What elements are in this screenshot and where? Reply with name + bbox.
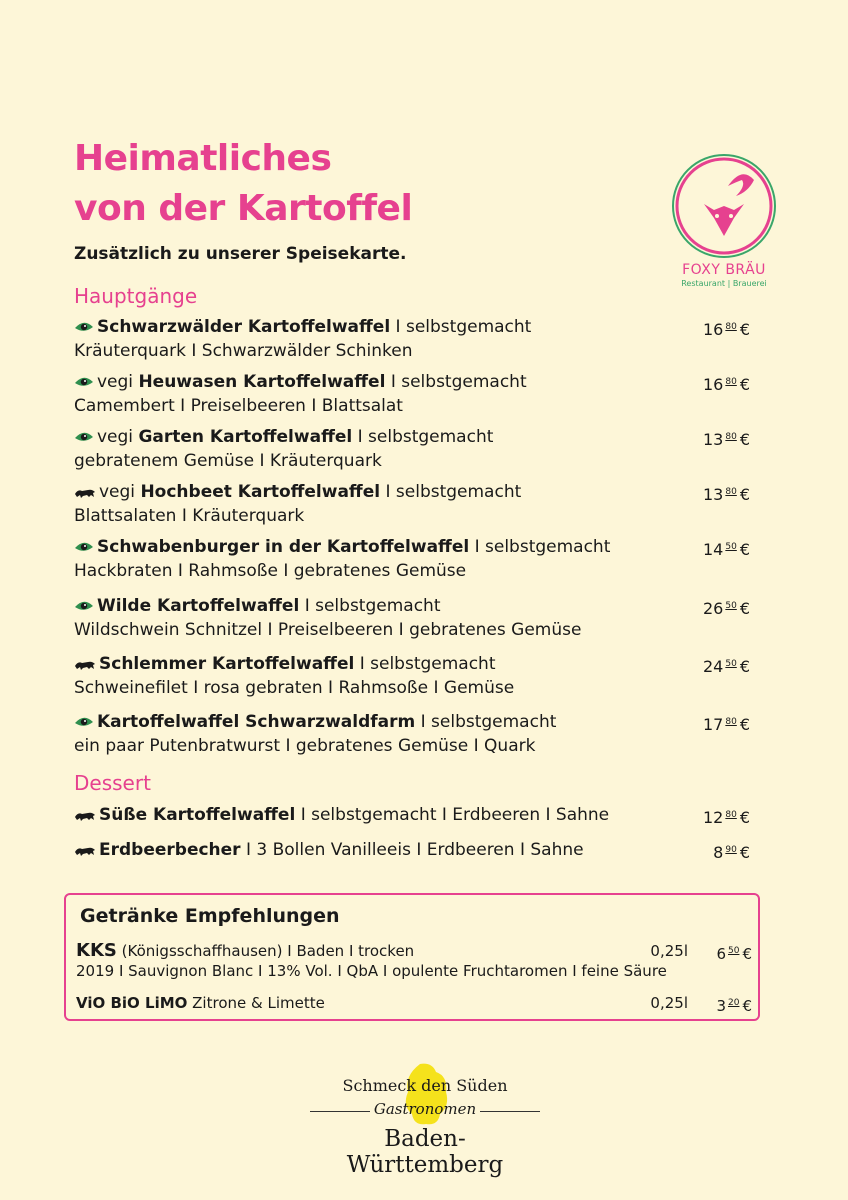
lion-icon [74,845,96,857]
menu-item-details: ein paar Putenbratwurst I gebratenes Gemüse I Quark [74,736,536,756]
logo-name: FOXY BRÄU [682,262,766,278]
menu-item-details: Hackbraten I Rahmsoße I gebratenes Gemüse [74,561,467,581]
map-blob-icon [402,1062,450,1128]
menu-item [74,480,750,528]
price-euros: 13 [703,430,724,449]
price-euros: 14 [703,540,724,559]
menu-item-name: Heuwasen Kartoffelwaffel [138,372,386,392]
eye-icon [74,540,94,554]
section-heading-dessert: Dessert [74,771,151,795]
menu-item-note: I selbstgemacht [299,596,441,616]
eye-icon [74,715,94,729]
menu-item-title-line [74,652,750,676]
menu-item-name: Garten Kartoffelwaffel [138,427,353,447]
menu-item-name: Hochbeet Kartoffelwaffel [140,482,381,502]
price-cents: 80 [725,432,737,442]
price-euros: 12 [703,808,724,827]
menu-item-note: I selbstgemacht [380,482,522,502]
menu-item-note: I selbstgemacht [352,427,494,447]
dessert-item-note: I 3 Bollen Vanilleeis I Erdbeeren I Sahne [240,840,584,860]
menu-item-note: I selbstgemacht [385,372,527,392]
price [703,652,750,679]
price-currency: € [739,657,750,676]
price-currency: € [739,540,750,559]
price [716,941,752,964]
price [703,710,750,737]
title-line-2: von der Kartoffel [74,188,413,229]
drink-item [76,941,752,981]
footer-logo [310,1062,540,1178]
menu-item [74,315,750,363]
menu-item-details: Camembert I Preiselbeeren I Blattsalat [74,396,403,416]
fox-logo-icon [670,152,778,260]
menu-item-title-line [74,594,750,618]
footer-line-3: Baden-Württemberg [346,1126,504,1178]
footer-line-2: Gastronomen [373,1100,477,1118]
price-euros: 17 [703,715,724,734]
menu-item-title-line [74,535,750,559]
dessert-item-line [74,803,750,827]
menu-item [74,370,750,418]
eye-icon [74,375,94,389]
price-currency: € [739,430,750,449]
lion-icon [74,659,96,671]
eye-icon [74,320,94,334]
footer-line-1: Schmeck den Süden [342,1076,508,1095]
dessert-item-line [74,838,750,862]
eye-icon [74,430,94,444]
menu-item [74,710,750,758]
price-currency: € [739,715,750,734]
price [703,370,750,397]
price-currency: € [739,375,750,394]
price-euros: 16 [703,320,724,339]
menu-item [74,535,750,583]
price-currency: € [739,808,750,827]
drink-name: ViO BiO LiMO [76,994,188,1012]
price-euros: 6 [716,945,726,963]
menu-item-note: I selbstgemacht [354,654,496,674]
price-currency: € [739,320,750,339]
price [703,535,750,562]
menu-item-prefix: vegi [99,482,141,502]
price-cents: 80 [725,487,737,497]
price-cents: 80 [725,322,737,332]
dessert-item [74,803,750,827]
price-currency: € [739,485,750,504]
drink-description: I Baden I trocken [282,942,415,960]
menu-item-title-line [74,425,750,449]
price-euros: 3 [716,997,726,1015]
lion-icon [74,810,96,822]
price-euros: 13 [703,485,724,504]
price [703,315,750,342]
menu-item-details: Kräuterquark I Schwarzwälder Schinken [74,341,413,361]
menu-item-details: Wildschwein Schnitzel I Preiselbeeren I gebratenes Gemüse [74,620,582,640]
page-title [74,134,412,234]
price-cents: 80 [725,717,737,727]
price-euros: 16 [703,375,724,394]
price-euros: 24 [703,657,724,676]
price-euros: 8 [713,843,724,862]
menu-item [74,594,750,642]
price [703,594,750,621]
menu-item-details: Blattsalaten I Kräuterquark [74,506,305,526]
menu-item-note: I selbstgemacht [469,537,611,557]
menu-item-name: Schlemmer Kartoffelwaffel [99,654,355,674]
drinks-box [64,893,760,1021]
menu-item-note: I selbstgemacht [390,317,532,337]
dessert-item [74,838,750,862]
menu-item-title-line [74,315,750,339]
lion-icon [74,487,96,499]
menu-item [74,425,750,473]
price [703,480,750,507]
price-cents: 50 [728,946,740,956]
subtitle: Zusätzlich zu unserer Speisekarte. [74,244,407,264]
price-cents: 50 [725,542,737,552]
drink-volume: 0,25l [650,994,688,1012]
price-cents: 50 [725,659,737,669]
price-cents: 80 [725,377,737,387]
drink-description: Zitrone & Limette [187,994,325,1012]
menu-item-details: Schweinefilet I rosa gebraten I Rahmsoße I Gemüse [74,678,515,698]
menu-item-name: Kartoffelwaffel Schwarzwaldfarm [97,712,416,732]
price [716,993,752,1016]
drink-volume: 0,25l [650,942,688,960]
price-currency: € [739,599,750,618]
foxy-brau-logo [668,152,780,294]
price-cents: 20 [728,998,740,1008]
menu-item-details: gebratenem Gemüse I Kräuterquark [74,451,382,471]
price-cents: 50 [725,601,737,611]
price [703,425,750,452]
price-cents: 80 [725,810,737,820]
title-line-1: Heimatliches [74,138,332,179]
menu-item-title-line [74,370,750,394]
price [703,803,750,830]
price-currency: € [742,997,752,1015]
price-currency: € [739,843,750,862]
dessert-item-name: Süße Kartoffelwaffel [99,805,296,825]
menu-item-name: Schwabenburger in der Kartoffelwaffel [97,537,470,557]
section-heading-main: Hauptgänge [74,284,198,308]
menu-item-prefix: vegi [97,427,139,447]
drink-details: 2019 I Sauvignon Blanc I 13% Vol. I QbA I opulente Fruchtaromen I feine Säure [76,962,667,980]
price-cents: 90 [725,845,737,855]
menu-item-prefix: vegi [97,372,139,392]
price-euros: 26 [703,599,724,618]
dessert-item-note: I selbstgemacht I Erdbeeren I Sahne [295,805,610,825]
menu-item-note: I selbstgemacht [415,712,557,732]
drink-item [76,993,752,1013]
menu-item [74,652,750,700]
menu-item-name: Schwarzwälder Kartoffelwaffel [97,317,391,337]
menu-item-title-line [74,710,750,734]
price [713,838,750,865]
drink-name: KKS [76,940,117,961]
menu-item-title-line [74,480,750,504]
drinks-heading: Getränke Empfehlungen [80,905,340,927]
eye-icon [74,599,94,613]
drink-origin: (Königsschaffhausen) [116,942,283,960]
menu-item-name: Wilde Kartoffelwaffel [97,596,300,616]
dessert-item-name: Erdbeerbecher [99,840,241,860]
logo-tagline: Restaurant | Brauerei [681,279,767,288]
price-currency: € [742,945,752,963]
